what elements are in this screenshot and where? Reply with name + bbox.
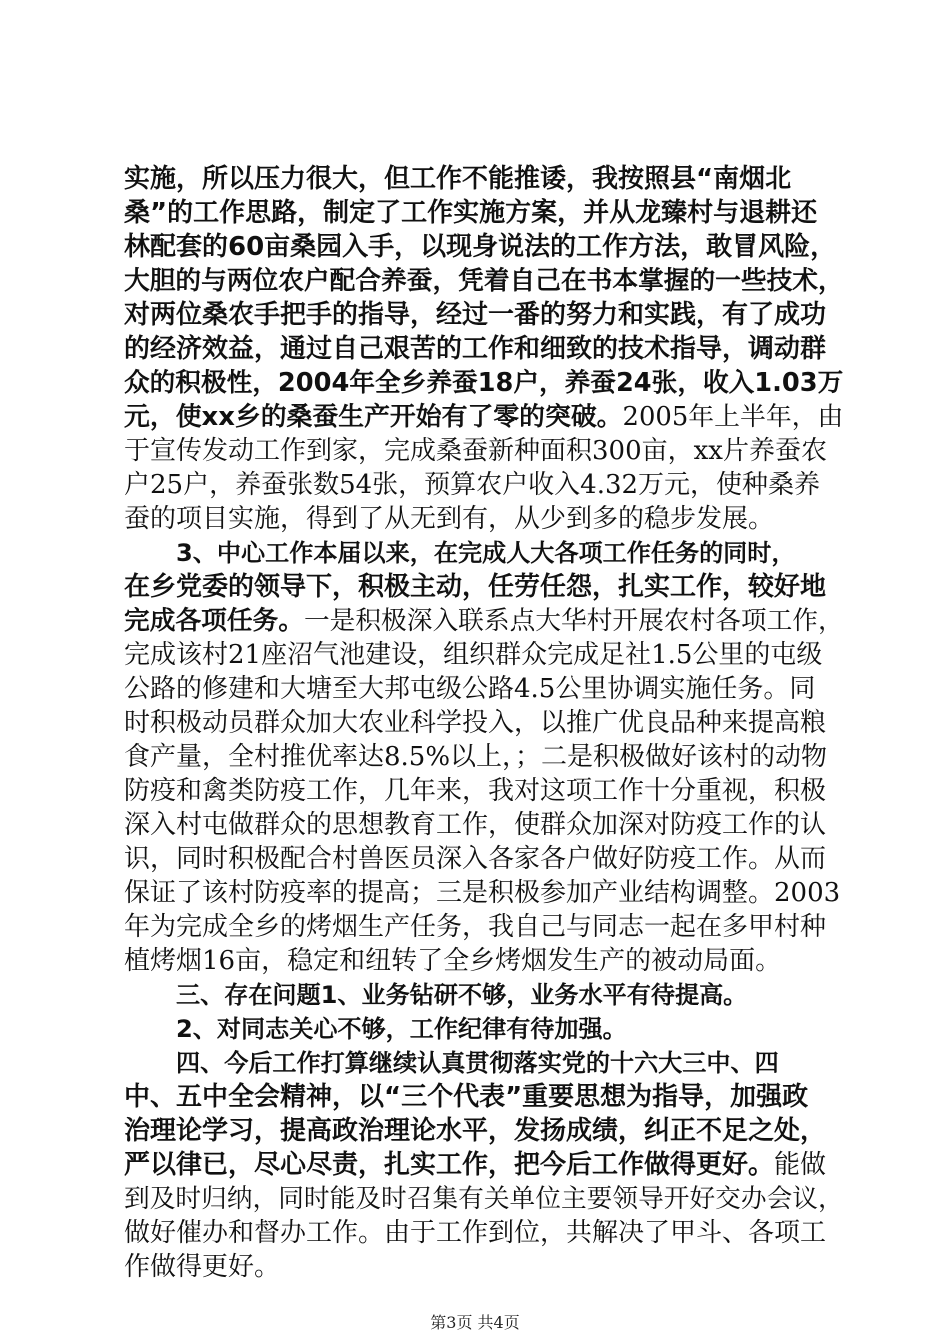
text-segment: 能做 (774, 1150, 827, 1180)
text-line: 在乡党委的领导下，积极主动，任劳任怨，扎实工作，较好地 (124, 572, 827, 602)
text-line: 植烤烟16亩，稳定和纽转了全乡烤烟发生产的被动局面。 (124, 946, 782, 976)
text-line: 中、五中全会精神，以“三个代表”重要思想为指导，加强政 (124, 1082, 809, 1112)
text-line: 做好催办和督办工作。由于工作到位，共解决了甲斗、各项工 (124, 1218, 827, 1248)
text-line: 防疫和禽类防疫工作，几年来，我对这项工作十分重视，积极 (124, 776, 827, 806)
text-line-mixed (124, 1150, 844, 1180)
text-line: 识，同时积极配合村兽医员深入各家各户做好防疫工作。从而 (124, 844, 827, 874)
text-line: 2、对同志关心不够，工作纪律有待加强。 (176, 1015, 627, 1043)
text-segment: 2005年上半年，由 (622, 402, 844, 432)
heading-plans: 四、今后工作打算继续认真贯彻落实党的十六大三中、四 (176, 1049, 779, 1077)
page-number-footer: 第3页 共4页 (430, 1313, 520, 1332)
text-line: 时积极动员群众加大农业科学投入，以推广优良品种来提高粮 (124, 708, 827, 738)
text-line: 大胆的与两位农户配合养蚕，凭着自己在书本掌握的一些技术， (124, 266, 844, 296)
text-line: 完成该村21座沼气池建设，组织群众完成足社1.5公里的屯级 (124, 640, 823, 670)
text-line: 年为完成全乡的烤烟生产任务，我自己与同志一起在多甲村种 (124, 912, 827, 942)
text-line: 林配套的60亩桑园入手，以现身说法的工作方法，敢冒风险， (124, 232, 837, 262)
text-line: 保证了该村防疫率的提高；三是积极参加产业结构调整。2003 (124, 878, 841, 908)
heading-problems: 三、存在问题1、业务钻研不够，业务水平有待提高。 (176, 981, 748, 1009)
text-segment: 元，使xx乡的桑蚕生产开始有了零的突破。 (124, 402, 623, 432)
text-line: 对两位桑农手把手的指导，经过一番的努力和实践，有了成功 (124, 300, 827, 330)
text-line-mixed (124, 402, 844, 432)
text-line-mixed (124, 606, 844, 636)
text-line: 蚕的项目实施，得到了从无到有，从少到多的稳步发展。 (124, 504, 775, 534)
text-line: 到及时归纳，同时能及时召集有关单位主要领导开好交办会议， (124, 1184, 844, 1214)
text-segment: 完成各项任务。 (124, 606, 304, 636)
text-line: 食产量，全村推优率达8.5%以上，；二是积极做好该村的动物 (124, 742, 828, 772)
text-segment: 一是积极深入联系点大华村开展农村各项工作， (303, 606, 844, 636)
text-line: 深入村屯做群众的思想教育工作，使群众加深对防疫工作的认 (124, 810, 827, 840)
text-line: 桑”的工作思路，制定了工作实施方案，并从龙臻村与退耕还 (124, 198, 818, 228)
text-line: 于宣传发动工作到家，完成桑蚕新种面积300亩，xx片养蚕农 (124, 436, 827, 466)
text-line: 公路的修建和大塘至大邦屯级公路4.5公里协调实施任务。同 (124, 674, 816, 704)
text-line: 治理论学习，提高政治理论水平，发扬成绩，纠正不足之处， (124, 1116, 827, 1146)
text-line: 户25户，养蚕张数54张，预算农户收入4.32万元，使种桑养 (124, 470, 821, 500)
text-line: 3、中心工作本届以来，在完成人大各项工作任务的同时， (176, 539, 796, 567)
text-segment: 严以律已，尽心尽责，扎实工作，把今后工作做得更好。 (124, 1150, 775, 1180)
text-line: 的经济效益，通过自己艰苦的工作和细致的技术指导，调动群 (124, 334, 827, 364)
text-line: 实施，所以压力很大，但工作不能推诿，我按照县“南烟北 (124, 164, 792, 194)
text-line: 作做得更好。 (124, 1252, 281, 1282)
text-line: 众的积极性，2004年全乡养蚕18户，养蚕24张，收入1.03万 (124, 368, 844, 398)
